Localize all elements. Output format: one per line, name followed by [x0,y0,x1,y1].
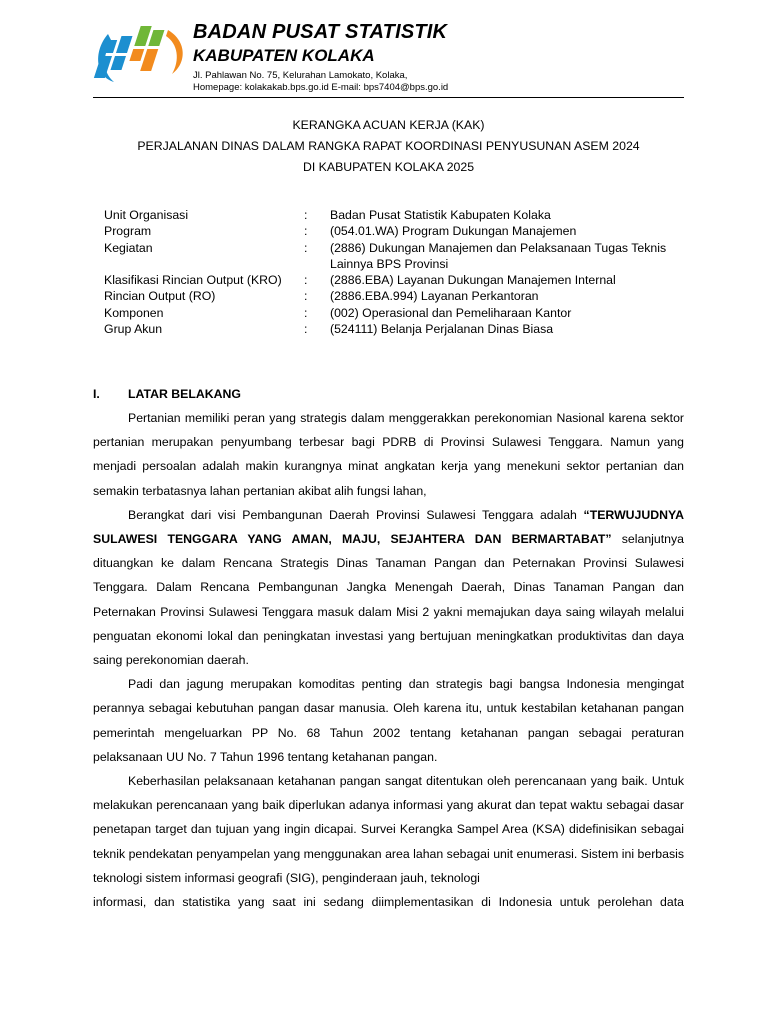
info-row [104,207,694,223]
info-value: (054.01.WA) Program Dukungan Manajemen [330,224,577,239]
paragraph-text: Berangkat dari visi Pembangunan Daerah Provinsi Sulawesi Tenggara adalah [128,507,577,522]
info-value: Badan Pusat Statistik Kabupaten Kolaka [330,208,551,222]
info-key: Unit Organisasi [104,208,189,222]
paragraph [93,406,684,503]
org-contact: Homepage: kolakakab.bps.go.id E-mail: bps7404@bps.go.id [193,81,449,93]
info-value: (2886.EBA.994) Layanan Perkantoran [330,289,539,304]
info-row [104,288,694,304]
org-region: KABUPATEN KOLAKA [193,46,375,65]
section-number: I. [93,387,100,401]
org-address: Jl. Pahlawan No. 75, Kelurahan Lamokato, Kolaka, [193,70,408,81]
info-value: (2886) Dukungan Manajemen dan Pelaksanaan Tugas Teknis Lainnya BPS Provinsi [330,240,667,271]
document-heading [93,115,684,178]
paragraph [93,672,684,769]
info-row [104,272,694,288]
section-heading [93,382,684,406]
info-row [104,305,694,321]
info-table [104,207,694,337]
doc-subtitle-2: DI KABUPATEN KOLAKA 2025 [302,160,475,174]
paragraph [93,769,684,914]
info-key: Klasifikasi Rincian Output (KRO) [104,273,282,288]
vision-statement: “TERWUJUDNYA SULAWESI TENGGARA YANG AMAN, MAJU, SEJAHTERA DAN BERMARTABAT” [93,507,684,547]
info-colon: : [304,273,308,288]
info-row [104,321,694,337]
info-value: (002) Operasional dan Pemeliharaan Kantor [330,305,572,320]
paragraph-text-continued: informasi, dan statistika yang saat ini sedang diimplementasikan di Indonesia untuk perolehan data [93,895,684,910]
paragraph-text: Padi dan jagung merupakan komoditas penting dan strategis bagi bangsa Indonesia mengingat perannya sebagai kebutuhan pangan dasar manusia. Oleh karena itu, untuk kestabilan ketahanan pangan pemerintah mengeluarkan PP No. 68 Tahun 2002 tentang ketahanan pangan sebagai peraturan pelaksanaan UU No. 7 Tahun 1996 tentang ketahanan pangan. [93,677,684,764]
paragraph [93,503,684,672]
org-name: BADAN PUSAT STATISTIK [193,21,448,43]
info-value: (2886.EBA) Layanan Dukungan Manajemen Internal [330,273,616,288]
doc-subtitle: PERJALANAN DINAS DALAM RANGKA RAPAT KOORDINASI PENYUSUNAN ASEM 2024 [137,139,640,153]
info-key: Program [104,224,152,239]
doc-title: KERANGKA ACUAN KERJA (KAK) [292,118,485,132]
info-key: Grup Akun [104,322,163,337]
info-key: Komponen [104,305,164,320]
section-title: LATAR BELAKANG [128,387,241,401]
paragraph-text: Keberhasilan pelaksanaan ketahanan pangan sangat ditentukan oleh perencanaan yang baik. Untuk melakukan perencanaan yang baik diperlukan adanya informasi yang akurat dan tepat waktu sebagai dasar penetapan target dan tujuan yang ingin dicapai. Survei Kerangka Sampel Area (KSA) didefinisikan sebagai teknik pendekatan penyampelan yang menggunakan area lahan sebagai unit enumerasi. Sistem ini berbasis teknologi sistem informasi geografi (SIG), penginderaan jauh, teknologi [93,774,684,885]
info-row [104,223,694,239]
info-key: Kegiatan [104,240,153,255]
paragraph-text: selanjutnya dituangkan ke dalam Rencana Strategis Dinas Tanaman Pangan dan Peternakan Provinsi Sulawesi Tenggara. Dalam Rencana Pembangunan Jangka Menengah Daerah, Dinas Tanaman Pangan dan Peternakan Provinsi Sulawesi Tenggara masuk dalam Misi 2 yakni memajukan daya saing wilayah melalui penguatan ekonomi lokal dan peningkatan investasi yang bertujuan meningkatkan produktivitas dan daya saing perekonomian daerah. [93,532,684,668]
paragraph-text: Pertanian memiliki peran yang strategis dalam menggerakkan perekonomian Nasional karena sektor pertanian merupakan penyumbang terbesar bagi PDRB di Provinsi Sulawesi Tenggara. Namun yang menjadi persoalan adalah makin kurangnya minat angkatan kerja yang menekuni sektor pertanian dan semakin terbatasnya lahan pertanian akibat alih fungsi lahan, [93,411,684,498]
info-colon: : [304,289,308,304]
org-address-block [193,70,448,93]
info-colon: : [304,208,308,222]
bps-logo [92,16,188,90]
header-divider [93,97,684,98]
info-colon: : [304,305,308,320]
info-key: Rincian Output (RO) [104,289,216,304]
info-value: (524111) Belanja Perjalanan Dinas Biasa [330,322,554,337]
section-latar-belakang [93,382,684,914]
info-colon: : [304,322,308,337]
info-row [104,240,694,273]
info-colon: : [304,240,308,255]
info-colon: : [304,224,308,239]
